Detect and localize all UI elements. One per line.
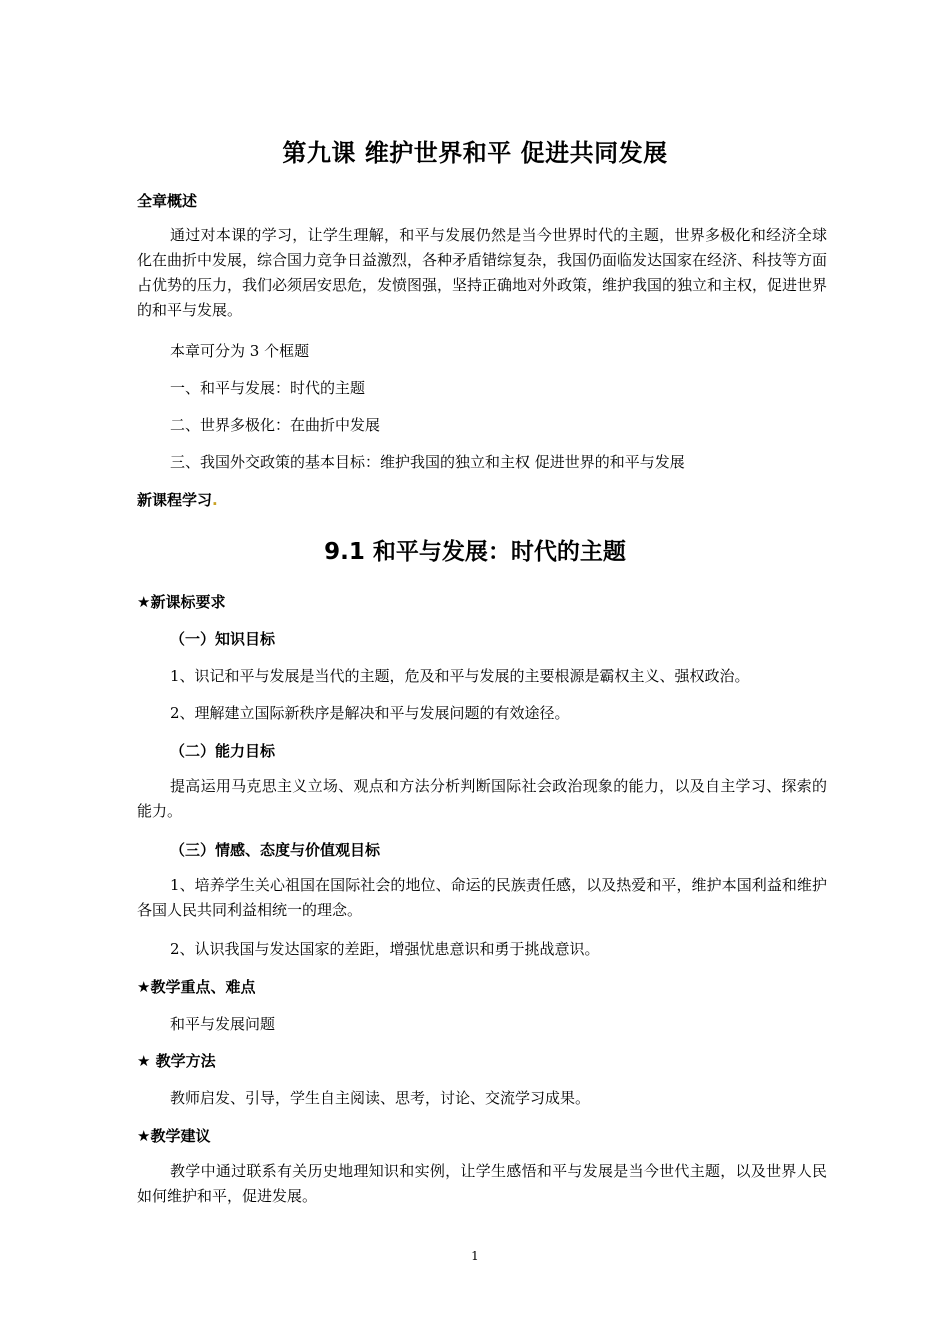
new-course-label: 新课程学习 [137,491,213,509]
values-heading: （三）情感、态度与价值观目标 [170,841,381,859]
overview-heading: 全章概述 [137,192,198,210]
suggestions-text: 教学中通过联系有关历史地理知识和实例，让学生感悟和平与发展是当今世代主题，以及世界人民如何维护和平，促进发展。 [137,1162,827,1205]
new-course-heading [137,489,218,510]
topic-item: 一、和平与发展：时代的主题 [170,379,366,397]
knowledge-item: 1、识记和平与发展是当代的主题，危及和平与发展的主要根源是霸权主义、强权政治。 [170,667,750,685]
ability-paragraph: 提高运用马克思主义立场、观点和方法分析判断国际社会政治现象的能力，以及自主学习、探索的能力。 [137,777,827,820]
ability-heading: （二）能力目标 [170,742,276,760]
chapter-title: 第九课 维护世界和平 促进共同发展 [282,139,668,167]
topic-item: 三、我国外交政策的基本目标：维护我国的独立和主权 促进世界的和平与发展 [170,453,685,471]
knowledge-heading: （一）知识目标 [170,630,276,648]
key-points-heading: ★教学重点、难点 [137,978,256,996]
values-item: 1、培养学生关心祖国在国际社会的地位、命运的民族责任感，以及热爱和平，维护本国利益和维护各国人民共同利益相统一的理念。 [137,876,827,919]
overview-paragraph: 通过对本课的学习，让学生理解，和平与发展仍然是当今世界时代的主题，世界多极化和经济全球化在曲折中发展，综合国力竞争日益激烈，各种矛盾错综复杂，我国仍面临发达国家在经济、科技等方面占优势的压力，我们必须居安思危，发愤图强，坚持正确地对外政策，维护我国的独立和主权，促进世界的和平与发展。 [137,226,828,319]
new-course-dot: . [212,491,218,509]
topic-item: 二、世界多极化：在曲折中发展 [170,416,381,434]
methods-heading: ★ 教学方法 [137,1052,216,1070]
methods-text: 教师启发、引导，学生自主阅读、思考，讨论、交流学习成果。 [170,1089,591,1107]
section-title: 9.1 和平与发展：时代的主题 [324,539,626,565]
split-intro: 本章可分为 3 个框题 [170,342,310,360]
values-item: 2、认识我国与发达国家的差距，增强忧患意识和勇于挑战意识。 [170,940,600,958]
knowledge-item: 2、理解建立国际新秩序是解决和平与发展问题的有效途径。 [170,704,570,722]
suggestions-heading: ★教学建议 [137,1127,211,1145]
page-number: 1 [471,1249,479,1263]
standards-heading: ★新课标要求 [137,593,226,611]
key-points-text: 和平与发展问题 [170,1015,276,1033]
